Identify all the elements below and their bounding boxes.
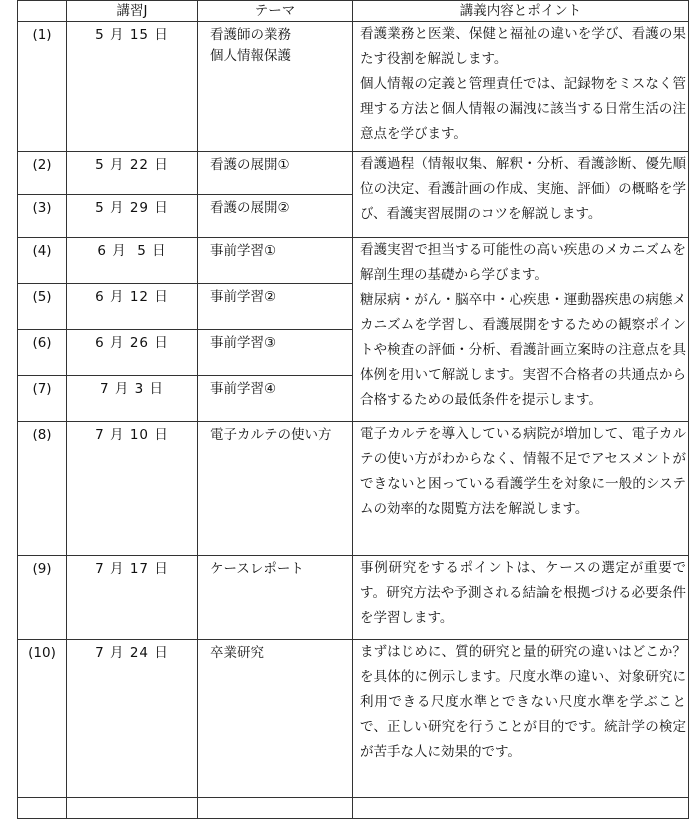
row-number: (9) (18, 556, 67, 640)
table-row (18, 422, 689, 556)
content-paragraph: 事例研究をするポイントは、ケースの選定が重要です。研究方法や予測される結論を根拠づける必要条件を学習します。 (360, 560, 686, 626)
row-date: 7 月 3 日 (67, 376, 198, 422)
content-paragraph: まずはじめに、質的研究と量的研究の違いはどこか？を具体的に例示します。尺度水準の違い、対象研究に利用できる尺度水準とできない尺度水準を学ぶことで、正しい研究を行うことが目的です。統計学の検定が苦手な人に効果的です。 (360, 644, 686, 760)
row-date: 6 月 12 日 (67, 284, 198, 330)
row-theme (198, 238, 353, 284)
row-theme (198, 195, 353, 238)
theme-line: 個人情報保護 (210, 48, 291, 64)
theme-line: 看護の展開① (210, 157, 290, 173)
theme-line: 事前学習① (210, 243, 277, 259)
table-row-cutoff (18, 798, 689, 819)
row-date: 5 月 15 日 (67, 22, 198, 152)
theme-line: 事前学習② (210, 289, 277, 305)
row-date: 7 月 10 日 (67, 422, 198, 556)
row-content-merged (353, 238, 689, 422)
content-paragraph: 電子カルテを導入している病院が増加して、電子カルテの使い方がわからなく、情報不足でアセスメントができないと困っている看護学生を対象に一般的システムの効率的な閲覧方法を解説します。 (360, 426, 686, 517)
row-date: 5 月 22 日 (67, 152, 198, 195)
row-number: (4) (18, 238, 67, 284)
row-date: 5 月 29 日 (67, 195, 198, 238)
row-number: (6) (18, 330, 67, 376)
row-content (353, 422, 689, 556)
row-theme (198, 330, 353, 376)
row-content-merged (353, 152, 689, 238)
row-date: 6 月 26 日 (67, 330, 198, 376)
header-number (18, 1, 67, 22)
table-row (18, 152, 689, 195)
row-theme (198, 640, 353, 798)
table-row (18, 556, 689, 640)
lecture-schedule-table (17, 0, 689, 819)
theme-line: 事前学習④ (210, 381, 277, 397)
table-row (18, 238, 689, 284)
row-theme (198, 422, 353, 556)
table-row (18, 640, 689, 798)
row-number: (1) (18, 22, 67, 152)
row-number: (10) (18, 640, 67, 798)
theme-line: 卒業研究 (210, 645, 264, 661)
row-date: 7 月 17 日 (67, 556, 198, 640)
theme-line: 看護の展開② (210, 200, 290, 216)
content-paragraph: 個人情報の定義と管理責任では、記録物をミスなく管理する方法と個人情報の漏洩に該当する日常生活の注意点を学びます。 (360, 76, 686, 142)
table-row (18, 22, 689, 152)
content-paragraph: 糖尿病・がん・脳卒中・心疾患・運動器疾患の病態メカニズムを学習し、看護展開をするための観察ポイントや検査の評価・分析、看護計画立案時の注意点を具体例を用いて解説します。実習不合格者の共通点から合格するための最低条件を提示します。 (360, 292, 686, 408)
theme-line: 看護師の業務 (210, 27, 291, 43)
row-number: (7) (18, 376, 67, 422)
row-number: (2) (18, 152, 67, 195)
row-theme (198, 22, 353, 152)
header-content: 講義内容とポイント (353, 1, 689, 22)
content-paragraph: 看護過程（情報収集、解釈・分析、看護診断、優先順位の決定、看護計画の作成、実施、評価）の概略を学び、看護実習展開のコツを解説します。 (360, 156, 686, 222)
header-row (18, 1, 689, 22)
header-date: 講習J (67, 1, 198, 22)
row-theme (198, 284, 353, 330)
row-theme (198, 376, 353, 422)
row-content (353, 640, 689, 798)
theme-line: ケースレポート (210, 561, 304, 577)
theme-line: 事前学習③ (210, 335, 277, 351)
row-content (353, 22, 689, 152)
content-paragraph: 看護実習で担当する可能性の高い疾患のメカニズムを解剖生理の基礎から学びます。 (360, 242, 686, 283)
row-number: (3) (18, 195, 67, 238)
row-date: 7 月 24 日 (67, 640, 198, 798)
content-paragraph: 看護業務と医業、保健と福祉の違いを学び、看護の果たす役割を解説します。 (360, 26, 686, 67)
header-theme: テーマ (198, 1, 353, 22)
row-date: 6 月 5 日 (67, 238, 198, 284)
row-number: (8) (18, 422, 67, 556)
theme-line: 電子カルテの使い方 (210, 427, 332, 443)
row-theme (198, 556, 353, 640)
row-content (353, 556, 689, 640)
row-number: (5) (18, 284, 67, 330)
row-theme (198, 152, 353, 195)
